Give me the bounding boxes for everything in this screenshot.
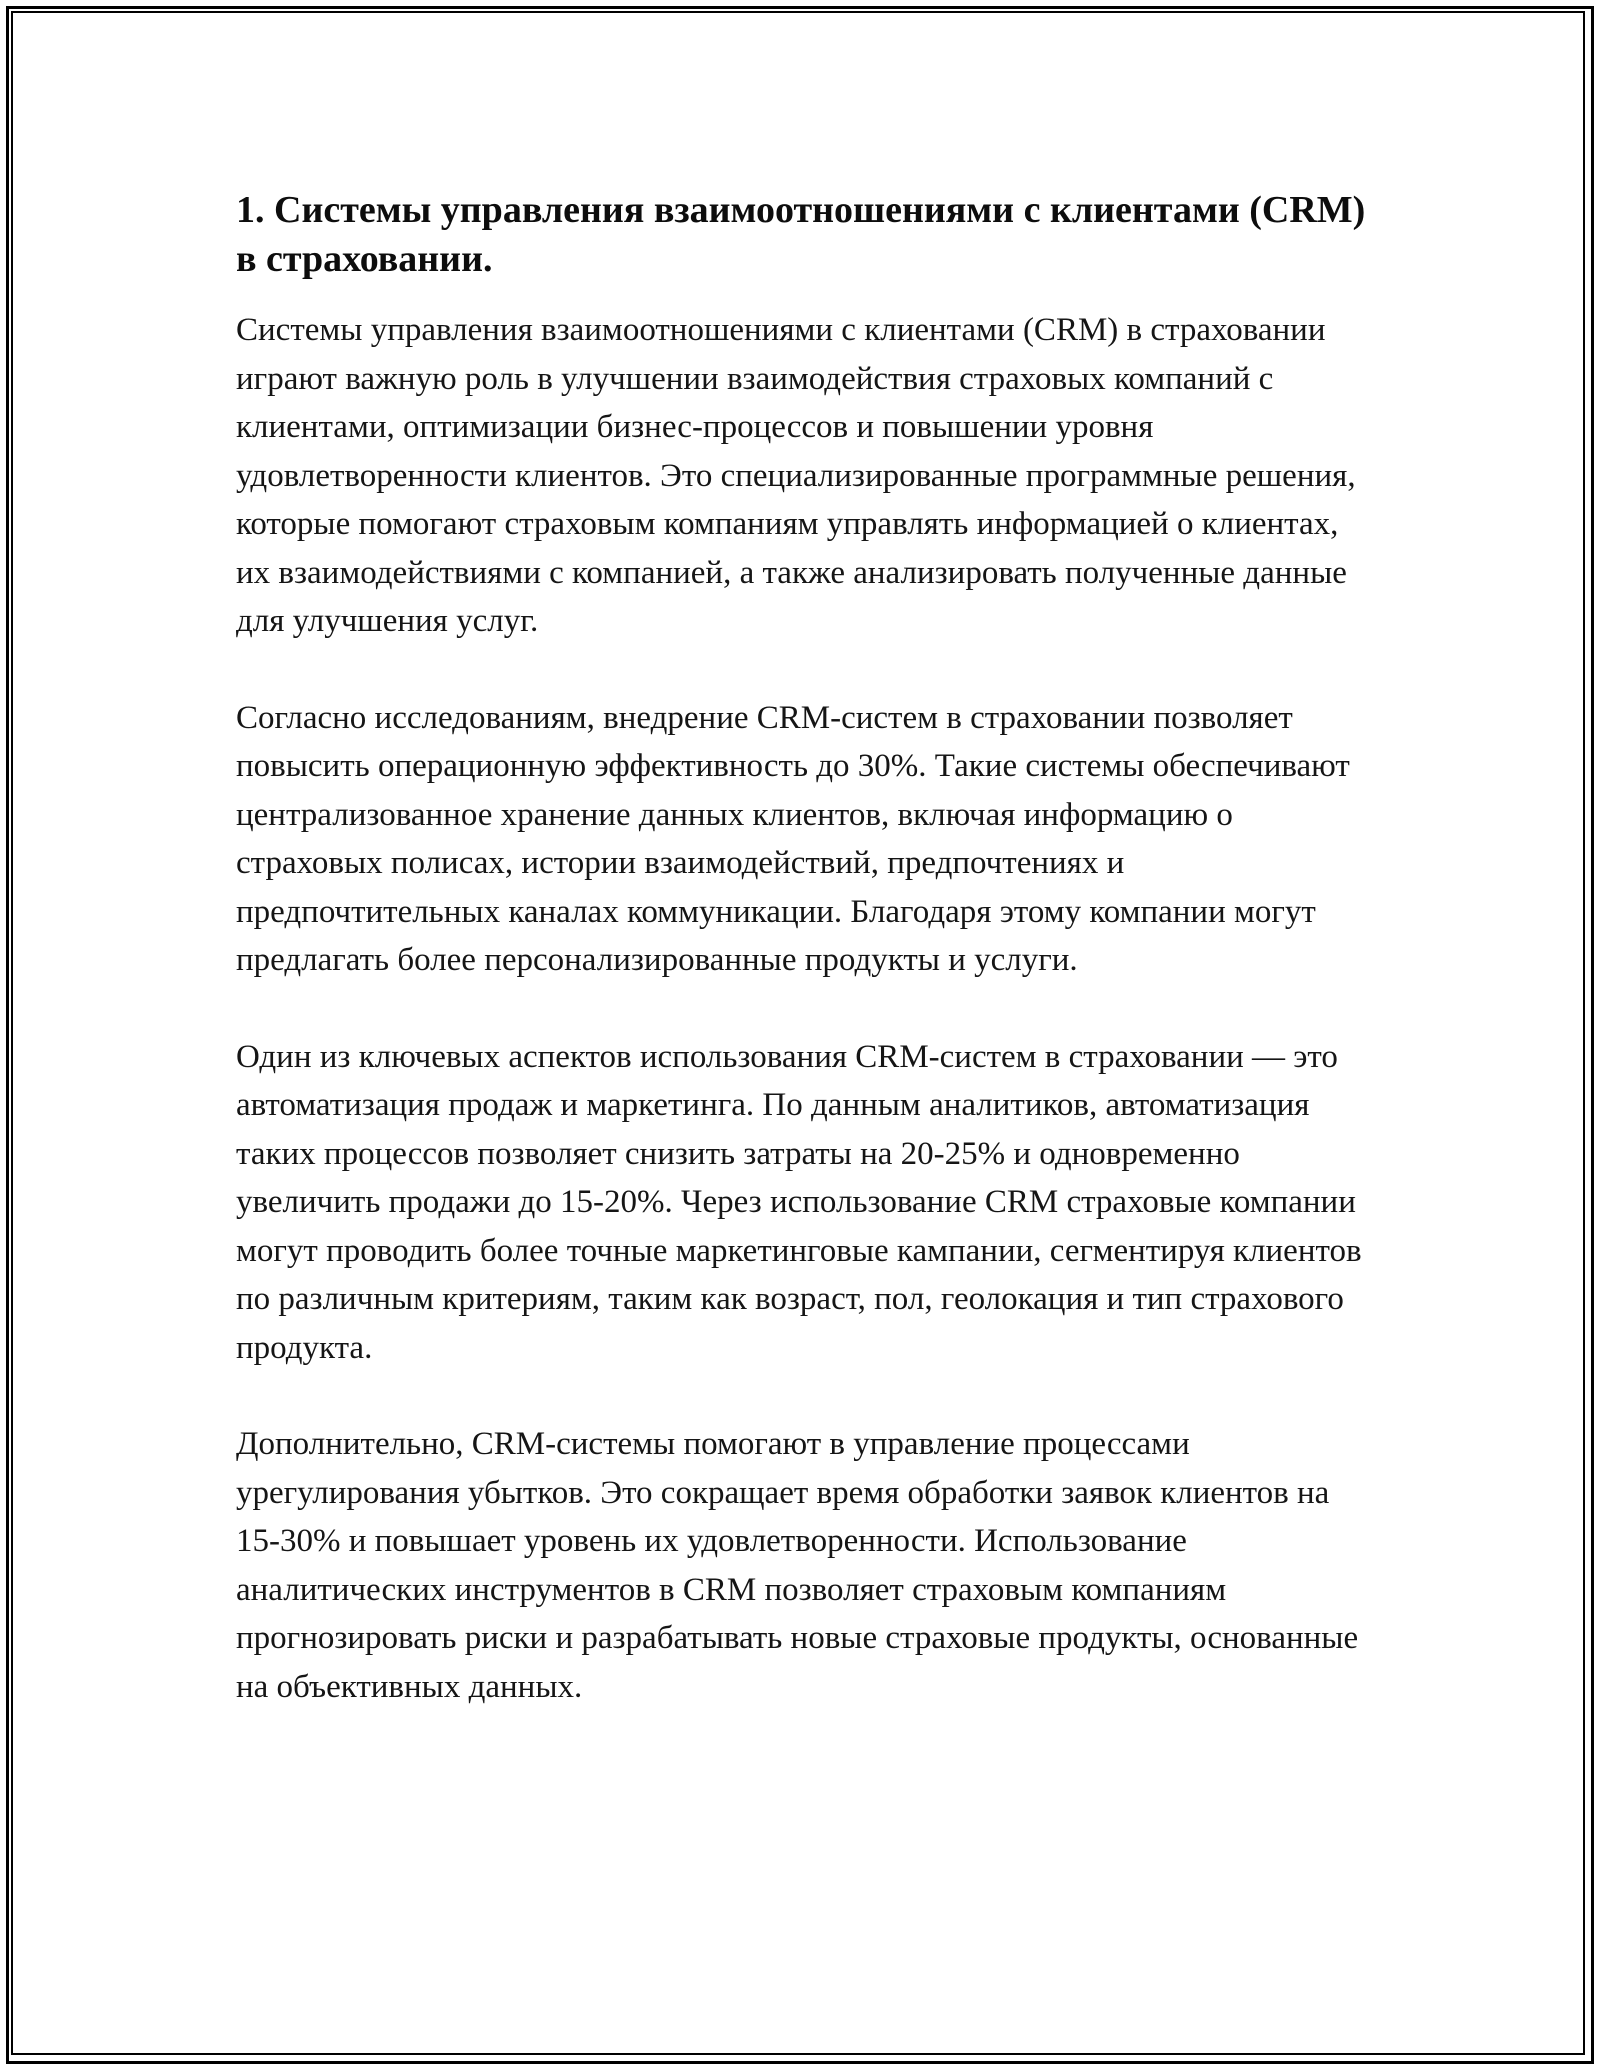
document-body	[236, 186, 1376, 1759]
paragraph-efficiency: Согласно исследованиям, внедрение CRM-систем в страховании позволяет повысить операционную эффективность до 30%. Такие системы обеспечивают централизованное хранение данных клиентов, включая информацию о страховых полисах, истории взаимодействий, предпочтениях и предпочтительных каналах коммуникации. Благодаря этому компании могут предлагать более персонализированные продукты и услуги.	[236, 699, 1350, 978]
paragraph-intro: Системы управления взаимоотношениями с клиентами (CRM) в страховании играют важную роль в улучшении взаимодействия страховых компаний с клиентами, оптимизации бизнес-процессов и повышении уровня удовлетворенности клиентов. Это специализированные программные решения, которые помогают страховым компаниям управлять информацией о клиентах, их взаимодействиями с компанией, а также анализировать полученные данные для улучшения услуг.	[236, 312, 1356, 639]
section-title: 1. Системы управления взаимоотношениями с клиентами (CRM) в страховании.	[236, 189, 1366, 280]
paragraph-automation: Один из ключевых аспектов использования CRM-систем в страховании — это автоматизация продаж и маркетинга. По данным аналитиков, автоматизация таких процессов позволяет снизить затраты на 20-25% и одновременно увеличить продажи до 15-20%. Через использование CRM страховые компании могут проводить более точные маркетинговые кампании, сегментируя клиентов по различным критериям, таким как возраст, пол, геолокация и тип страхового продукта.	[236, 1038, 1362, 1366]
paragraph-claims: Дополнительно, CRM-системы помогают в управление процессами урегулирования убытков. Это сокращает время обработки заявок клиентов на 15-30% и повышает уровень их удовлетворенности. Использование аналитических инструментов в CRM позволяет страховым компаниям прогнозировать риски и разрабатывать новые страховые продукты, основанные на объективных данных.	[236, 1426, 1359, 1705]
